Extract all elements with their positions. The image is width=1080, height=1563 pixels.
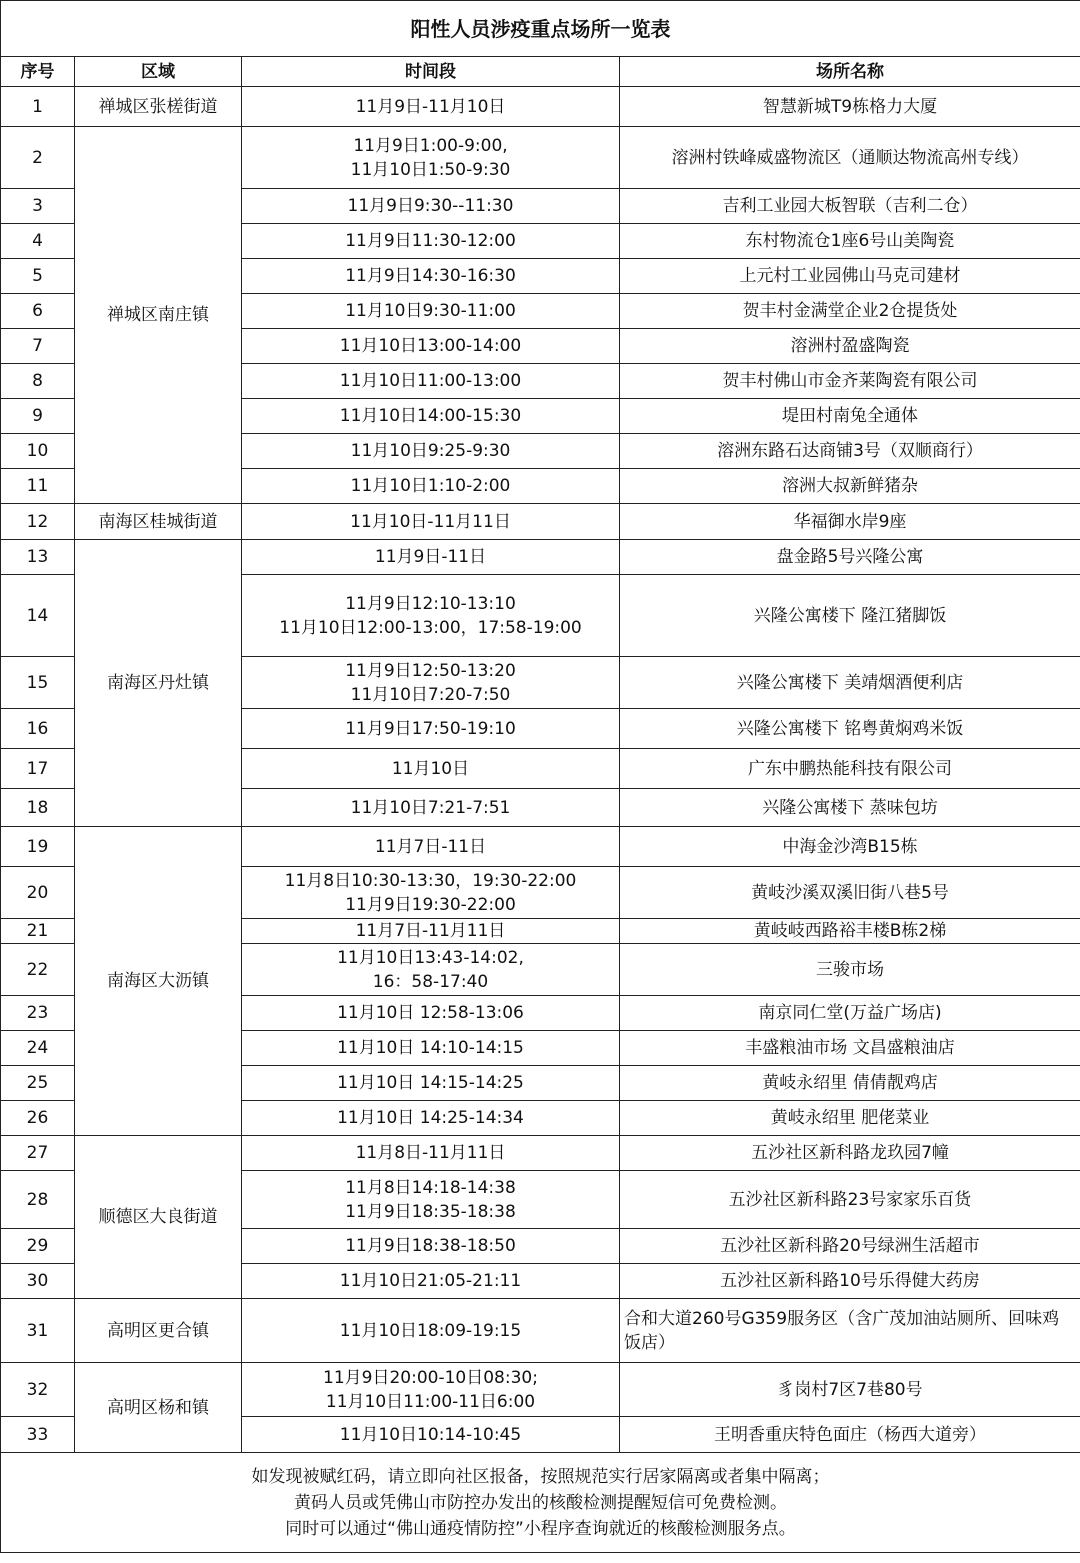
row-number: 5 bbox=[1, 259, 75, 294]
time-cell: 11月10日21:05-21:11 bbox=[242, 1264, 620, 1299]
time-cell: 11月10日14:00-15:30 bbox=[242, 399, 620, 434]
table-row bbox=[1, 540, 1080, 575]
place-cell: 三骏市场 bbox=[620, 944, 1080, 996]
time-line: 11月10日7:20-7:50 bbox=[350, 684, 511, 705]
place-cell: 堤田村南兔全通体 bbox=[620, 399, 1080, 434]
row-number: 14 bbox=[1, 575, 75, 657]
region-cell: 禅城区张槎街道 bbox=[75, 87, 242, 127]
region-cell: 顺德区大良街道 bbox=[75, 1136, 242, 1299]
time-line: 11月9日18:35-18:38 bbox=[345, 1201, 516, 1222]
time-cell: 11月10日 14:25-14:34 bbox=[242, 1101, 620, 1136]
place-cell: 王明香重庆特色面庄（杨西大道旁） bbox=[620, 1417, 1080, 1453]
time-line: 11月9日-11月10日 bbox=[355, 96, 506, 117]
time-cell: 11月10日9:25-9:30 bbox=[242, 434, 620, 469]
time-line: 11月10日1:50-9:30 bbox=[350, 159, 511, 180]
place-cell: 上元村工业园佛山马克司建材 bbox=[620, 259, 1080, 294]
row-number: 28 bbox=[1, 1171, 75, 1229]
time-cell bbox=[242, 1363, 620, 1417]
row-number: 10 bbox=[1, 434, 75, 469]
time-cell: 11月9日11:30-12:00 bbox=[242, 224, 620, 259]
place-cell: 盘金路5号兴隆公寓 bbox=[620, 540, 1080, 575]
header-place: 场所名称 bbox=[620, 57, 1080, 87]
time-cell: 11月10日13:00-14:00 bbox=[242, 329, 620, 364]
row-number: 3 bbox=[1, 189, 75, 224]
time-line: 11月9日12:10-13:10 bbox=[345, 593, 516, 614]
place-cell: 黄岐沙溪双溪旧街八巷5号 bbox=[620, 867, 1080, 919]
table-row bbox=[1, 1363, 1080, 1417]
time-cell: 11月10日1:10-2:00 bbox=[242, 469, 620, 504]
place-cell: 南京同仁堂(万益广场店) bbox=[620, 996, 1080, 1031]
table-row bbox=[1, 87, 1080, 127]
place-cell: 兴隆公寓楼下 美靖烟酒便利店 bbox=[620, 657, 1080, 709]
time-cell: 11月10日18:09-19:15 bbox=[242, 1299, 620, 1363]
notice-line: 如发现被赋红码，请立即向社区报备，按照规范实行居家隔离或者集中隔离； bbox=[251, 1466, 830, 1487]
place-cell: 五沙社区新科路20号绿洲生活超市 bbox=[620, 1229, 1080, 1264]
place-cell: 豸岗村7区7巷80号 bbox=[620, 1363, 1080, 1417]
time-cell: 11月10日 12:58-13:06 bbox=[242, 996, 620, 1031]
row-number: 22 bbox=[1, 944, 75, 996]
place-cell: 兴隆公寓楼下 隆江猪脚饭 bbox=[620, 575, 1080, 657]
row-number: 4 bbox=[1, 224, 75, 259]
place-cell: 五沙社区新科路10号乐得健大药房 bbox=[620, 1264, 1080, 1299]
time-cell: 11月9日18:38-18:50 bbox=[242, 1229, 620, 1264]
row-number: 17 bbox=[1, 749, 75, 789]
row-number: 13 bbox=[1, 540, 75, 575]
place-cell: 智慧新城T9栋格力大厦 bbox=[620, 87, 1080, 127]
time-cell bbox=[242, 867, 620, 919]
table-row bbox=[1, 827, 1080, 867]
row-number: 11 bbox=[1, 469, 75, 504]
time-cell bbox=[242, 127, 620, 189]
row-number: 16 bbox=[1, 709, 75, 749]
row-number: 33 bbox=[1, 1417, 75, 1453]
time-line: 11月8日14:18-14:38 bbox=[345, 1177, 516, 1198]
table-row bbox=[1, 127, 1080, 189]
row-number: 31 bbox=[1, 1299, 75, 1363]
time-cell: 11月7日-11月11日 bbox=[242, 919, 620, 944]
place-cell: 丰盛粮油市场 文昌盛粮油店 bbox=[620, 1031, 1080, 1066]
place-cell: 东村物流仓1座6号山美陶瓷 bbox=[620, 224, 1080, 259]
header-time: 时间段 bbox=[242, 57, 620, 87]
place-cell: 黄岐永绍里 倩倩靓鸡店 bbox=[620, 1066, 1080, 1101]
time-cell: 11月10日 14:15-14:25 bbox=[242, 1066, 620, 1101]
place-cell: 合和大道260号G359服务区（含广茂加油站厕所、回味鸡饭店） bbox=[620, 1299, 1080, 1363]
row-number: 19 bbox=[1, 827, 75, 867]
row-number: 2 bbox=[1, 127, 75, 189]
place-cell: 吉利工业园大板智联（吉利二仓） bbox=[620, 189, 1080, 224]
table-row bbox=[1, 1299, 1080, 1363]
time-cell bbox=[242, 944, 620, 996]
time-cell: 11月9日-11日 bbox=[242, 540, 620, 575]
place-cell: 黄岐永绍里 肥佬菜业 bbox=[620, 1101, 1080, 1136]
time-cell: 11月7日-11日 bbox=[242, 827, 620, 867]
place-cell: 广东中鹏热能科技有限公司 bbox=[620, 749, 1080, 789]
place-cell: 兴隆公寓楼下 蒸味包坊 bbox=[620, 789, 1080, 827]
place-cell: 五沙社区新科路23号家家乐百货 bbox=[620, 1171, 1080, 1229]
place-cell: 溶洲大叔新鲜猪杂 bbox=[620, 469, 1080, 504]
notice-line: 黄码人员或凭佛山市防控办发出的核酸检测提醒短信可免费检测。 bbox=[294, 1492, 787, 1513]
time-cell: 11月9日9:30--11:30 bbox=[242, 189, 620, 224]
table-row bbox=[1, 504, 1080, 540]
region-cell: 禅城区南庄镇 bbox=[75, 127, 242, 504]
row-number: 8 bbox=[1, 364, 75, 399]
time-cell: 11月10日9:30-11:00 bbox=[242, 294, 620, 329]
time-line: 11月8日10:30-13:30，19:30-22:00 bbox=[284, 870, 577, 891]
time-cell: 11月10日10:14-10:45 bbox=[242, 1417, 620, 1453]
place-cell: 中海金沙湾B15栋 bbox=[620, 827, 1080, 867]
table-row bbox=[1, 1136, 1080, 1171]
time-line: 11月10日11:00-11日6:00 bbox=[325, 1391, 536, 1412]
row-number: 18 bbox=[1, 789, 75, 827]
place-cell: 溶洲村盈盛陶瓷 bbox=[620, 329, 1080, 364]
row-number: 21 bbox=[1, 919, 75, 944]
table-title: 阳性人员涉疫重点场所一览表 bbox=[1, 1, 1080, 57]
time-cell bbox=[242, 575, 620, 657]
time-line: 11月9日12:50-13:20 bbox=[345, 660, 516, 681]
row-number: 7 bbox=[1, 329, 75, 364]
place-cell: 溶洲东路石达商铺3号（双顺商行） bbox=[620, 434, 1080, 469]
row-number: 29 bbox=[1, 1229, 75, 1264]
time-line: 11月9日1:00-9:00, bbox=[353, 135, 508, 156]
time-cell: 11月10日 bbox=[242, 749, 620, 789]
time-cell bbox=[242, 1171, 620, 1229]
place-cell: 贺丰村金满堂企业2仓提货处 bbox=[620, 294, 1080, 329]
time-cell: 11月10日11:00-13:00 bbox=[242, 364, 620, 399]
row-number: 26 bbox=[1, 1101, 75, 1136]
row-number: 12 bbox=[1, 504, 75, 540]
row-number: 20 bbox=[1, 867, 75, 919]
time-line: 11月9日19:30-22:00 bbox=[345, 894, 516, 915]
place-cell: 黄岐岐西路裕丰楼B栋2梯 bbox=[620, 919, 1080, 944]
row-number: 15 bbox=[1, 657, 75, 709]
notice-line: 同时可以通过“佛山通疫情防控”小程序查询就近的核酸检测服务点。 bbox=[285, 1518, 796, 1539]
time-cell: 11月8日-11月11日 bbox=[242, 1136, 620, 1171]
notice-row bbox=[1, 1453, 1080, 1553]
header-region: 区域 bbox=[75, 57, 242, 87]
place-cell: 溶洲村铁峰威盛物流区（通顺达物流高州专线） bbox=[620, 127, 1080, 189]
place-cell: 兴隆公寓楼下 铭粤黄焖鸡米饭 bbox=[620, 709, 1080, 749]
time-cell: 11月9日17:50-19:10 bbox=[242, 709, 620, 749]
time-cell: 11月10日-11月11日 bbox=[242, 504, 620, 540]
time-cell: 11月10日 14:10-14:15 bbox=[242, 1031, 620, 1066]
time-line: 11月10日13:43-14:02, bbox=[337, 947, 524, 968]
row-number: 25 bbox=[1, 1066, 75, 1101]
place-cell: 五沙社区新科路龙玖园7幢 bbox=[620, 1136, 1080, 1171]
row-number: 24 bbox=[1, 1031, 75, 1066]
time-line: 11月9日20:00-10日08:30; bbox=[323, 1367, 538, 1388]
region-cell: 南海区桂城街道 bbox=[75, 504, 242, 540]
row-number: 30 bbox=[1, 1264, 75, 1299]
time-cell bbox=[242, 87, 620, 127]
region-cell: 高明区杨和镇 bbox=[75, 1363, 242, 1453]
time-line: 16：58-17:40 bbox=[372, 971, 489, 992]
header-no: 序号 bbox=[1, 57, 75, 87]
region-cell: 南海区丹灶镇 bbox=[75, 540, 242, 827]
time-line: 11月10日12:00-13:00，17:58-19:00 bbox=[279, 617, 582, 638]
row-number: 6 bbox=[1, 294, 75, 329]
region-cell: 南海区大沥镇 bbox=[75, 827, 242, 1136]
row-number: 1 bbox=[1, 87, 75, 127]
row-number: 23 bbox=[1, 996, 75, 1031]
notice-cell bbox=[1, 1453, 1080, 1553]
row-number: 27 bbox=[1, 1136, 75, 1171]
time-cell: 11月9日14:30-16:30 bbox=[242, 259, 620, 294]
place-cell: 贺丰村佛山市金齐莱陶瓷有限公司 bbox=[620, 364, 1080, 399]
time-cell: 11月10日7:21-7:51 bbox=[242, 789, 620, 827]
place-cell: 华福御水岸9座 bbox=[620, 504, 1080, 540]
row-number: 32 bbox=[1, 1363, 75, 1417]
time-cell bbox=[242, 657, 620, 709]
region-cell: 高明区更合镇 bbox=[75, 1299, 242, 1363]
row-number: 9 bbox=[1, 399, 75, 434]
